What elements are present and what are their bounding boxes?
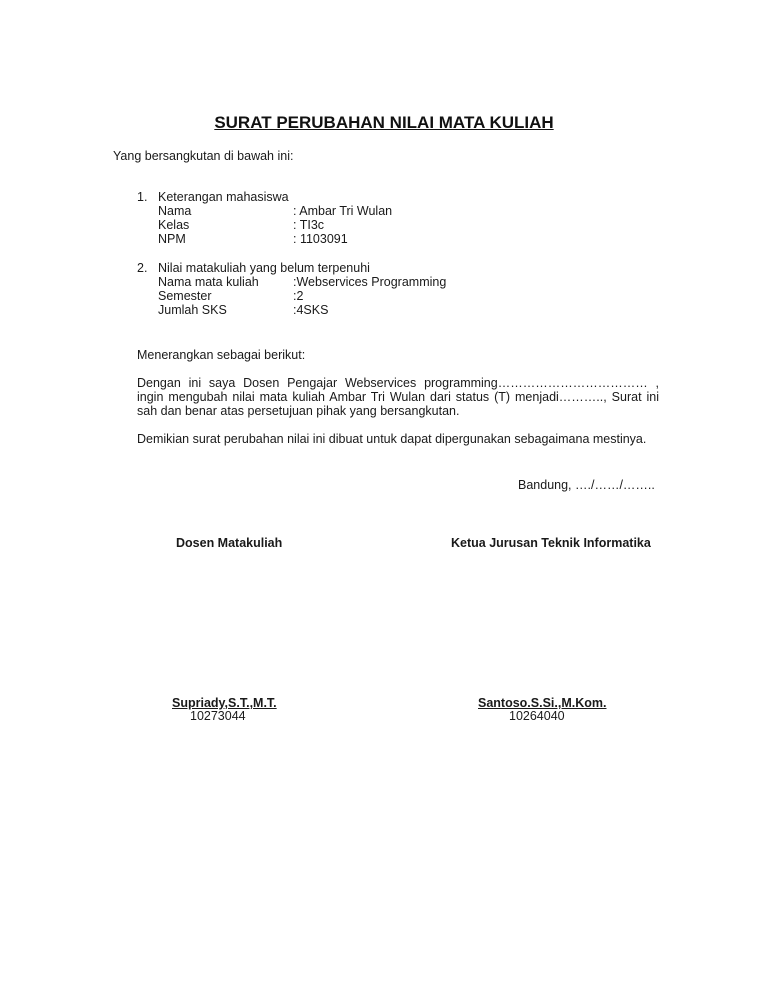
field-value-semester: :2 <box>293 289 304 303</box>
body-line-3: sah dan benar atas persetujuan pihak yang bersangkutan. <box>137 404 460 418</box>
field-value-mata-kuliah: :Webservices Programming <box>293 275 447 289</box>
place-date: Bandung, …./……/…….. <box>518 478 655 492</box>
section1-heading: Keterangan mahasiswa <box>158 190 289 204</box>
document-title: SURAT PERUBAHAN NILAI MATA KULIAH <box>214 113 554 132</box>
field-label-npm: NPM <box>158 232 186 246</box>
closing-text: Demikian surat perubahan nilai ini dibuat untuk dapat dipergunakan sebagaimana mestinya. <box>137 432 647 446</box>
field-value-sks: :4SKS <box>293 303 329 317</box>
field-value-nama: : Ambar Tri Wulan <box>293 204 393 218</box>
signature-left-name: Supriady,S.T.,M.T. <box>172 696 277 710</box>
signature-right-id: 10264040 <box>509 709 565 723</box>
signature-left-role: Dosen Matakuliah <box>176 536 283 550</box>
field-label-sks: Jumlah SKS <box>158 303 227 317</box>
field-label-nama: Nama <box>158 204 192 218</box>
intro-text: Yang bersangkutan di bawah ini: <box>113 149 294 163</box>
field-value-kelas: : TI3c <box>293 218 325 232</box>
signature-right-name: Santoso.S.Si.,M.Kom. <box>478 696 607 710</box>
section2-heading: Nilai matakuliah yang belum terpenuhi <box>158 261 370 275</box>
signature-right-role: Ketua Jurusan Teknik Informatika <box>451 536 651 550</box>
section2-number: 2. <box>137 261 148 275</box>
explain-heading: Menerangkan sebagai berikut: <box>137 348 306 362</box>
field-value-npm: : 1103091 <box>293 232 348 246</box>
section1-number: 1. <box>137 190 148 204</box>
field-label-semester: Semester <box>158 289 212 303</box>
field-label-kelas: Kelas <box>158 218 190 232</box>
field-label-mata-kuliah: Nama mata kuliah <box>158 275 259 289</box>
body-line-1: Dengan ini saya Dosen Pengajar Webservices programming……………………………… , <box>137 376 659 390</box>
body-line-2: ingin mengubah nilai mata kuliah Ambar Tri Wulan dari status (T) menjadi……….., Surat ini <box>137 390 659 404</box>
signature-left-id: 10273044 <box>190 709 246 723</box>
